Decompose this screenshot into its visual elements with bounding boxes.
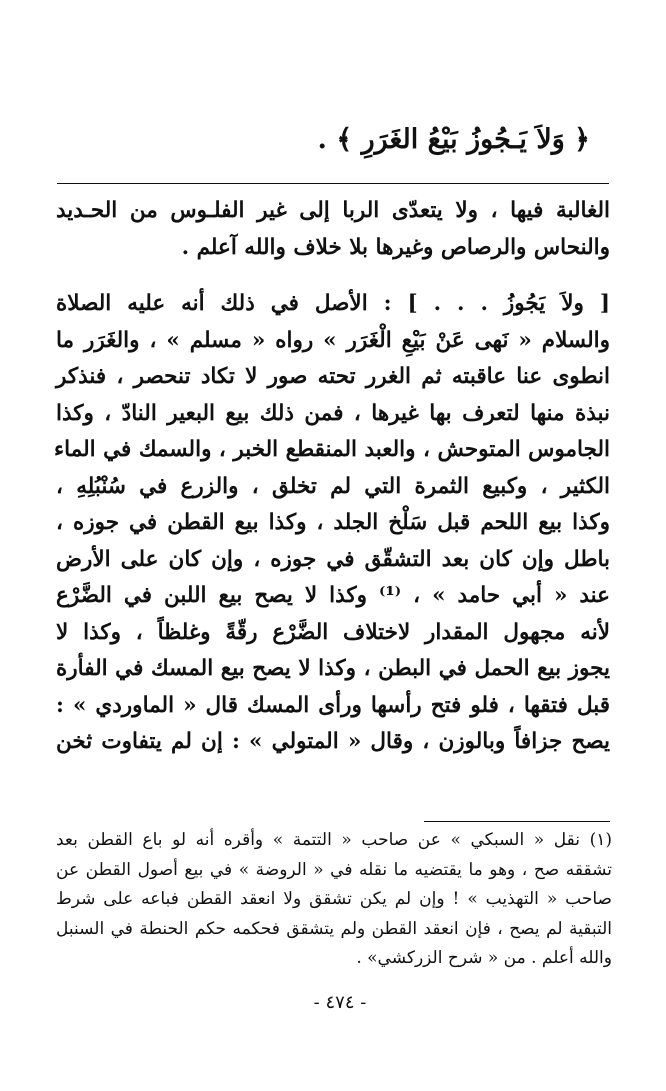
text-line: الكثير ، وكبيع الثمرة التي لم تخلق ، والزرع في سُنْبُلِهِ ، — [56, 473, 610, 499]
text-line: انطوى عنا عاقبته ثم الغرر تحته صور لا تكاد تنحصر ، فنذكر — [56, 364, 610, 389]
footnote-line: والله أعلم . من « شرح الزركشي» . — [356, 948, 612, 968]
top-divider — [57, 183, 609, 184]
text-line: نبذة منها لتعرف بها غيرها ، فمن ذلك بيع البعير النادّ ، وكذا — [56, 400, 610, 426]
text-line: وكذا بيع اللحم قبل سَلْخ الجلد ، وكذا بيع القطن في جوزه ، — [56, 510, 610, 535]
commentary-paragraph — [56, 193, 610, 266]
text-line: الجاموس المتوحش ، والعبد المنقطع الخبر ، والسمك في الماء — [54, 437, 610, 462]
text-line: لأنه مجهول المقدار لاختلاف الضَّرْع رقّةً وغلظاً ، وكذا لا — [56, 619, 610, 645]
text-line: والسلام « نَهى عَنْ بَيْعِ الْغَرَر » رواه « مسلم » ، والغَرَر ما — [56, 327, 610, 353]
text-line: يصح جزافاً وبالوزن ، وقال « المتولي » : إن لم يتفاوت ثخن — [56, 729, 610, 754]
commentary-text — [56, 193, 610, 761]
verse-heading: ﴿ وَلاَ يَـجُوزُ بَيْعُ الغَرَرِ ﴾ . — [317, 124, 590, 155]
footnote-line: تشققه صح ، وهو ما يقتضيه ما نقله في « الروضة » في بيع أصول القطن عن — [56, 859, 612, 880]
footnote-line: التبقية لم يصح ، فإن انعقد القطن ولم يتشقق فحكمه حكم الحنطة في السنبل — [56, 918, 612, 939]
text-line: باطل وإن كان بعد التشقّق في جوزه ، وإن كان على الأرض — [56, 546, 610, 572]
footnote-divider — [424, 821, 610, 822]
text-line: والنحاس والرصاص وغيرها بلا خلاف والله آعلم . — [181, 234, 610, 260]
footnote-line: صاحب « التهذيب » ! وإن لم يكن تشقق ولا انعقد القطن فباعه على شرط — [56, 889, 612, 909]
commentary-paragraph — [56, 286, 610, 761]
page-number: - ٤٧٤ - — [313, 992, 367, 1013]
text-line: الغالبة فيها ، ولا يتعدّى الربا إلى غير الفلـوس من الحـديد — [56, 198, 610, 223]
text-line: قبل فتقها ، فلو فتح رأسها ورأى المسك قال « الماوردي » : — [56, 692, 610, 718]
footnote — [56, 826, 612, 974]
footnote-line: (١) نقل « السبكي » عن صاحب « التتمة » وأقره أنه لو باع القطن بعد — [56, 830, 612, 850]
text-line: عند « أبي حامد » ، ⁽¹⁾ وكذا لا يصح بيع اللبن في الضَّرْع — [56, 583, 610, 608]
text-line: [ ولاَ يَجُوزُ . . . ] : الأصل في ذلك أنه عليه الصلاة — [56, 291, 610, 316]
text-line: يجوز بيع الحمل في البطن ، وكذا لا يصح بيع المسك في الفأرة — [56, 656, 610, 681]
